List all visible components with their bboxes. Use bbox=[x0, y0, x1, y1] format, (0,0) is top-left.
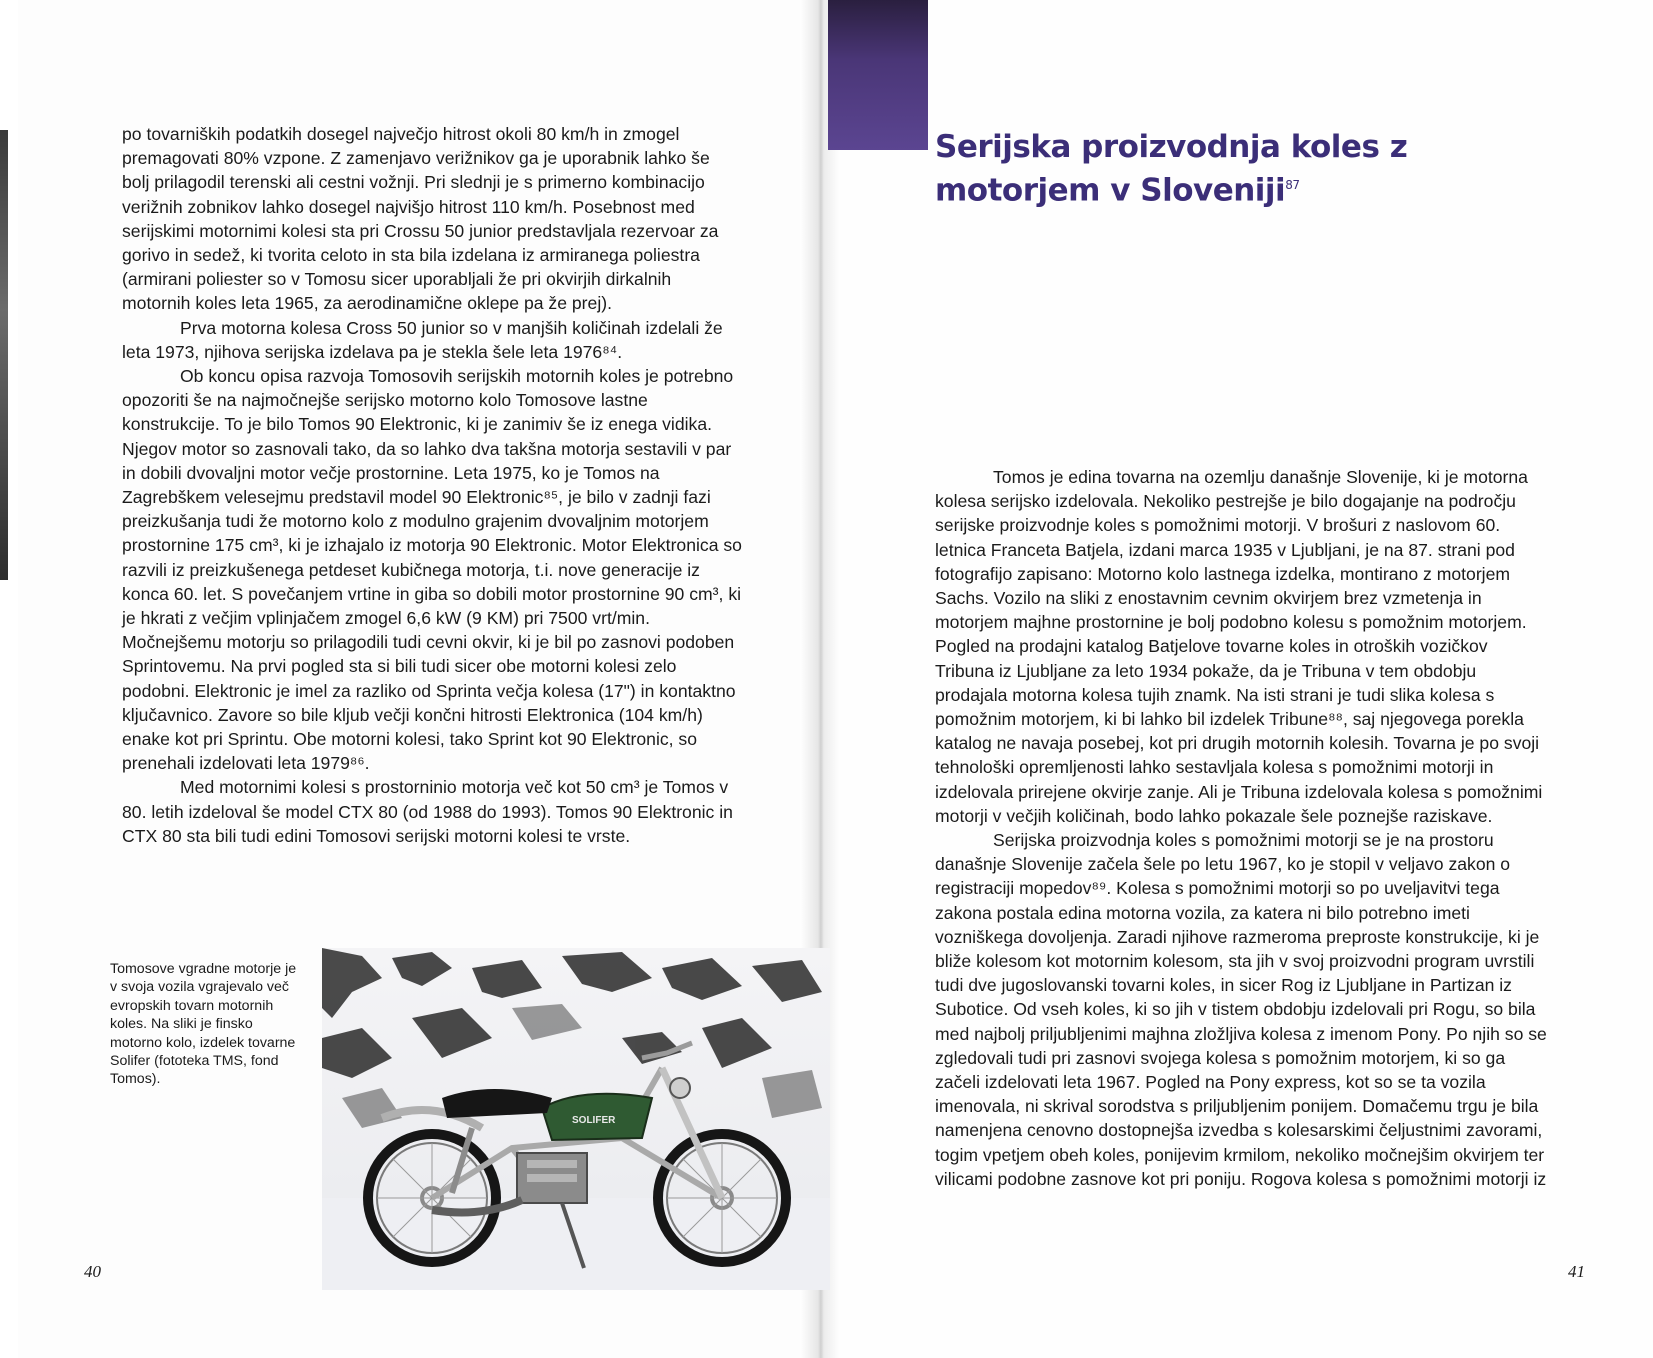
left-paragraph-2: Prva motorna kolesa Cross 50 junior so v manjših količinah izdelali že leta 1973, njihova serijska izdelava pa je stekla šele leta 1976⁸⁴. bbox=[122, 317, 723, 362]
right-paragraph-1: Tomos je edina tovarna na ozemlju današnje Slovenije, ki je motorna kolesa serijsko izdelovala. Nekoliko pestrejše je bilo dogajanje na področju serijske proizvodnje koles s pomožnimi motorji. V brošuri z naslovom 60. letnica Franceta Batjela, izdani marca 1935 v Ljubljani, je na 87. strani pod fotografijo zapisano: Motorno kolo lastnega izdelka, montirano z motorjem Sachs. Vozilo na sliki z enostavnim cevnim okvirjem brez vzmetenja in motorjem majhne prostornine je bolj podobno kolesu s pomožnim motorjem. Pogled na prodajni katalog Batjelove tovarne koles in otroških vozičkov Tribuna iz Ljubljane za leto 1934 pokaže, da je Tribuna v tem obdobju prodajala motorna kolesa tujih znamk. Na isti strani je tudi slika kolesa s pomožnim motorjem, ki bi lahko bil izdelek Tribune⁸⁸, saj njegovega porekla katalog ne navaja posebej, kot pri drugih motornih kolesih. Tovarna je po svoji tehnološki opremljenosti lahko sestavljala kolesa s pomožnimi motorji in izdelovala prirejene okvirje zanje. Ali je Tribuna izdelovala kolesa s pomožnimi motorji v večjih količinah, bodo lahko pokazale šele poznejše raziskave. bbox=[935, 467, 1543, 826]
page-edge-strip bbox=[0, 130, 8, 580]
page-number-right: 41 bbox=[1568, 1262, 1585, 1281]
title-footnote: 87 bbox=[1285, 178, 1300, 192]
left-paragraph-3: Ob koncu opisa razvoja Tomosovih serijskih motornih koles je potrebno opozoriti še na najmočnejše serijsko motorno kolo Tomosove lastne konstrukcije. To je bilo Tomos 90 Elektronic, ki je zanimiv še iz enega vidika. Njegov motor so zasnovali tako, da so lahko dva takšna motorja sestavili v par in dobili dvovaljni motor večje prostornine. Leta 1975, ko je Tomos na Zagrebškem velesejmu predstavil model 90 Elektronic⁸⁵, je bilo v zadnji fazi preizkušanja tudi že motorno kolo z modulno grajenim dvovaljnim motorjem prostornine 175 cm³, ki je izhajalo iz motorja 90 Elektronic. Motor Elektronica so razvili iz preizkušenega petdeset kubičnega motorja, t.i. nove generacije iz konca 60. let. S povečanjem vrtine in giba so dobili motor prostornine 90 cm³, ki je hkrati z večjim vplinjačem zmogel 6,6 kW (9 KM) pri 7500 vrt/min. Močnejšemu motorju so prilagodili tudi cevni okvir, ki je bil po zasnovi podoben Sprintovemu. Na prvi pogled sta si bili tudi sicer obe motorni kolesi zelo podobni. Elektronic je imel za razliko od Sprinta večja kolesa (17") in kontaktno ključavnico. Zavore so bile kljub večji končni hitrosti Elektronica (104 km/h) enake kot pri Sprintu. Obe motorni kolesi, tako Sprint kot 90 Elektronic, so prenehali izdelovati leta 1979⁸⁶. bbox=[122, 366, 742, 774]
left-paragraph-4: Med motornimi kolesi s prostorninio motorja več kot 50 cm³ je Tomos v 80. letih izdeloval še model CTX 80 (od 1988 do 1993). Tomos 90 Elektronic in CTX 80 sta bili tudi edini Tomosovi serijski motorni kolesi te vrste. bbox=[122, 777, 733, 846]
right-body-text bbox=[935, 465, 1550, 1191]
right-paragraph-2: Serijska proizvodnja koles s pomožnimi motorji se je na prostoru današnje Slovenije začela šele po letu 1967, ko je stopil v veljavo zakon o registraciji mopedov⁸⁹. Kolesa s pomožnimi motorji so po uveljavitvi tega zakona postala edina motorna vozila, za katera ni bilo potrebno imeti vozniškega dovoljenja. Zaradi njihove razmeroma preproste konstrukcije, ki je bliže kolesom kot motornim kolesom, sta jih v svoj proizvodni program uvrstili tudi dve jugoslovanski tovarni koles, in sicer Rog iz Ljubljane in Partizan iz Subotice. Od vseh koles, ki so jih v tistem obdobju izdelovali pri Rogu, so bila med najbolj priljubljenimi majhna zložljiva kolesa z imenom Pony. Po njih so se zgledovali tudi pri zasnovi svojega kolesa s pomožnim motorjem, ki so ga začeli izdelovati leta 1967. Pogled na Pony express, kot so se ta vozila imenovala, ni skrival sorodstva s priljubljenim ponijem. Domačemu trgu je bila namenjena cenovno dostopnejša izvedba s kolesarskimi čeljustnimi zavorami, togim vpetjem obeh koles, ponijevim krmilom, nekoliko močnejšim okvirjem ter vilicami podobne zasnove kot pri poniju. Rogova kolesa s pomožnimi motorji iz bbox=[935, 830, 1547, 1189]
photo-caption: Tomosove vgradne motorje je v svoja vozila vgrajevalo več evropskih tovarn motornih koles. Na sliki je finsko motorno kolo, izdelek tovarne Solifer (fototeka TMS, fond Tomos). bbox=[110, 961, 297, 1088]
motorcycle-photo bbox=[322, 948, 830, 1290]
tank-logo-text: SOLIFER bbox=[572, 1115, 616, 1126]
left-body-text bbox=[122, 122, 742, 848]
chapter-title bbox=[935, 128, 1575, 209]
chapter-color-band bbox=[828, 0, 928, 150]
left-paragraph-1: po tovarniških podatkih dosegel največjo hitrost okoli 80 km/h in zmogel premagovati 80% vzpone. Z zamenjavo verižnikov ga je uporabnik lahko še bolj prilagodil terenski ali cestni vožnji. Pri slednji je s primerno kombinacijo verižnih zobnikov lahko dosegel najvišjo hitrost 110 km/h. Posebnost med serijskimi motornimi kolesi sta pri Crossu 50 junior predstavljala rezervoar za gorivo in sedež, ki tvorita celoto in sta bila izdelana iz armiranega poliestra (armirani poliester so v Tomosu sicer uporabljali že pri okvirjih dirkalnih motornih koles leta 1965, za aerodinamične oklepe pa že prej). bbox=[122, 124, 719, 314]
page-number-left: 40 bbox=[84, 1262, 101, 1281]
chapter-title-text: Serijska proizvodnja koles z motorjem v Sloveniji bbox=[935, 129, 1408, 209]
